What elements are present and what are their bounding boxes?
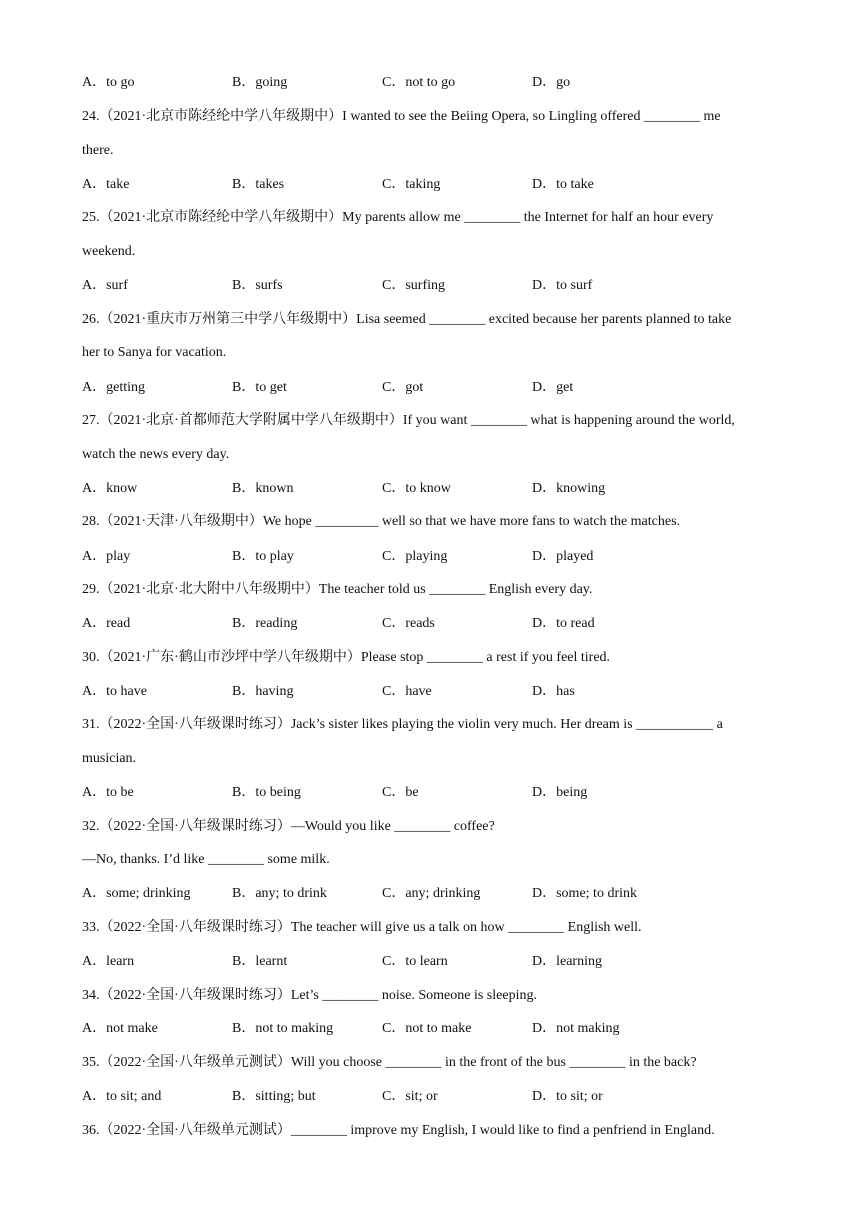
answer-option: C．surfing — [382, 278, 445, 293]
question-text-line: there. — [82, 143, 114, 158]
question-text-line: 34.（2022·全国·八年级课时练习）Let’s ________ noise. Someone is sleeping. — [82, 988, 537, 1003]
answer-option: C．reads — [382, 616, 435, 631]
answer-option: A．learn — [82, 954, 135, 969]
answer-option: B．any; to drink — [232, 886, 327, 901]
question-text-line: 30.（2021·广东·鹤山市沙坪中学八年级期中）Please stop ________ a rest if you feel tired. — [82, 650, 611, 665]
answer-option: A．surf — [82, 278, 128, 293]
answer-option: D．to read — [532, 616, 595, 631]
answer-option: D．get — [532, 380, 574, 395]
question-text-line: 25.（2021·北京市陈经纶中学八年级期中）My parents allow me ________ the Internet for half an hour every — [82, 210, 714, 225]
answer-option: B．reading — [232, 616, 298, 631]
question-text-line: 32.（2022·全国·八年级课时练习）—Would you like ________ coffee? — [82, 819, 495, 834]
answer-option: B．not to making — [232, 1021, 334, 1036]
answer-option: A．know — [82, 481, 138, 496]
answer-option: C．to learn — [382, 954, 448, 969]
answer-option: C．be — [382, 785, 419, 800]
question-text-line: 33.（2022·全国·八年级课时练习）The teacher will give us a talk on how ________ English well. — [82, 920, 642, 935]
answer-option: B．having — [232, 684, 294, 699]
answer-option: C．not to go — [382, 75, 456, 90]
question-text-line: —No, thanks. I’d like ________ some milk. — [82, 852, 330, 867]
answer-option: A．play — [82, 549, 131, 564]
answer-option: D．to take — [532, 177, 594, 192]
question-text-line: weekend. — [82, 244, 136, 259]
answer-option: D．to surf — [532, 278, 593, 293]
answer-option: A．take — [82, 177, 130, 192]
question-text-line: watch the news every day. — [82, 447, 230, 462]
answer-option: B．to being — [232, 785, 301, 800]
answer-option: A．read — [82, 616, 131, 631]
question-text-line: 26.（2021·重庆市万州第三中学八年级期中）Lisa seemed ________ excited because her parents planned to take — [82, 312, 732, 327]
answer-option: C．taking — [382, 177, 441, 192]
answer-option: A．to go — [82, 75, 135, 90]
answer-option: D．played — [532, 549, 594, 564]
question-text-line: her to Sanya for vacation. — [82, 345, 227, 360]
question-text-line: 28.（2021·天津·八年级期中）We hope _________ well so that we have more fans to watch the matches. — [82, 514, 681, 529]
answer-option: D．has — [532, 684, 575, 699]
answer-option: D．being — [532, 785, 588, 800]
question-text-line: 24.（2021·北京市陈经纶中学八年级期中）I wanted to see the Beiing Opera, so Lingling offered ________ me — [82, 109, 721, 124]
answer-option: D．not making — [532, 1021, 620, 1036]
question-text-line: musician. — [82, 751, 137, 766]
answer-option: D．learning — [532, 954, 602, 969]
answer-option: B．surfs — [232, 278, 283, 293]
answer-option: D．some; to drink — [532, 886, 637, 901]
answer-option: D．to sit; or — [532, 1089, 603, 1104]
question-text-line: 27.（2021·北京·首都师范大学附属中学八年级期中）If you want ________ what is happening around the world, — [82, 413, 735, 428]
answer-option: D．go — [532, 75, 571, 90]
question-text-line: 36.（2022·全国·八年级单元测试）________ improve my English, I would like to find a penfriend in England. — [82, 1123, 715, 1138]
answer-option: B．to get — [232, 380, 287, 395]
question-text-line: 31.（2022·全国·八年级课时练习）Jack’s sister likes playing the violin very much. Her dream is ___________ a — [82, 717, 723, 732]
answer-option: A．to have — [82, 684, 147, 699]
answer-option: B．sitting; but — [232, 1089, 316, 1104]
answer-option: C．playing — [382, 549, 448, 564]
answer-option: A．to be — [82, 785, 134, 800]
answer-option: A．not make — [82, 1021, 158, 1036]
answer-option: C．sit; or — [382, 1089, 438, 1104]
answer-option: C．not to make — [382, 1021, 472, 1036]
answer-option: A．some; drinking — [82, 886, 191, 901]
answer-option: B．takes — [232, 177, 285, 192]
answer-option: C．got — [382, 380, 424, 395]
answer-option: D．knowing — [532, 481, 606, 496]
answer-option: C．any; drinking — [382, 886, 481, 901]
question-text-line: 35.（2022·全国·八年级单元测试）Will you choose ________ in the front of the bus ________ in the back? — [82, 1055, 697, 1070]
answer-option: B．known — [232, 481, 294, 496]
question-text-line: 29.（2021·北京·北大附中八年级期中）The teacher told us ________ English every day. — [82, 582, 593, 597]
answer-option: A．to sit; and — [82, 1089, 162, 1104]
answer-option: B．to play — [232, 549, 294, 564]
answer-option: B．going — [232, 75, 288, 90]
answer-option: A．getting — [82, 380, 145, 395]
answer-option: C．have — [382, 684, 432, 699]
answer-option: B．learnt — [232, 954, 288, 969]
answer-option: C．to know — [382, 481, 451, 496]
